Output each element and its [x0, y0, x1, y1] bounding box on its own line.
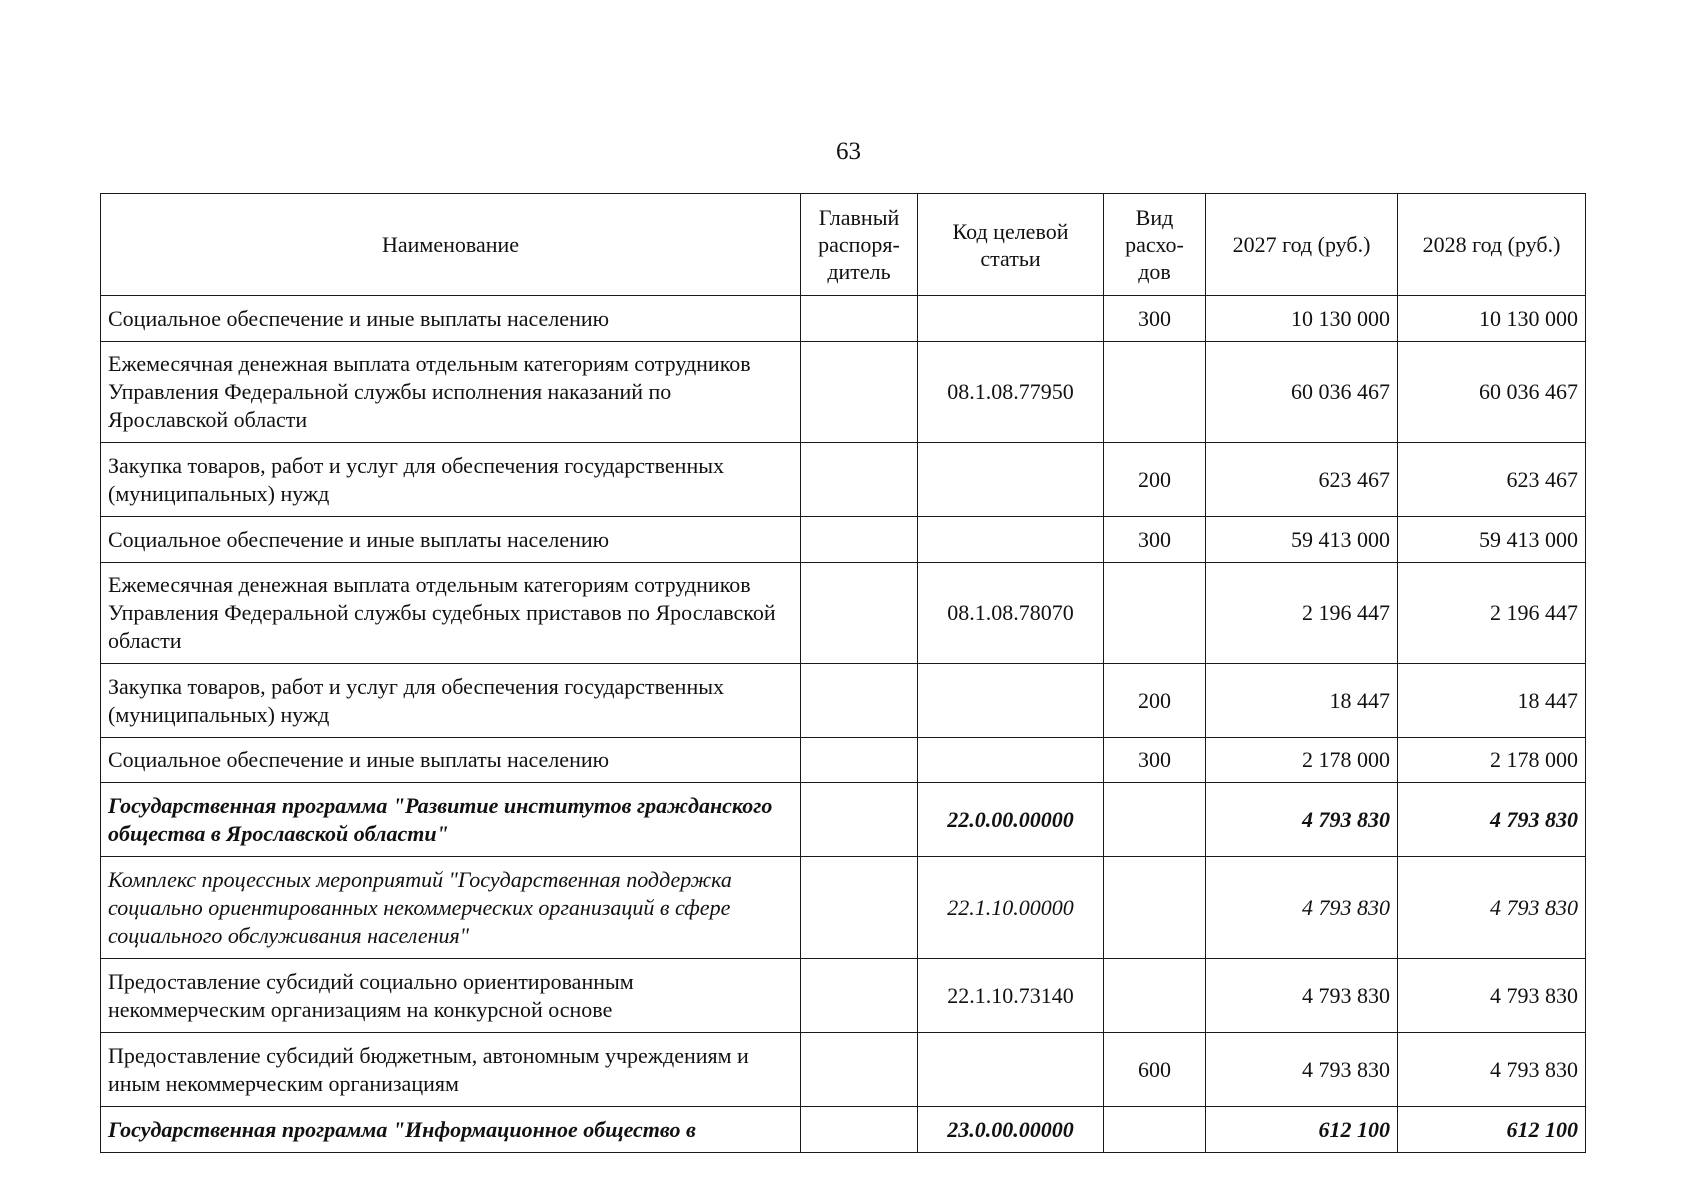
cell-code: 08.1.08.78070: [918, 563, 1104, 664]
cell-name: Государственная программа "Информационное общество в: [101, 1107, 801, 1153]
cell-manager: [801, 738, 918, 783]
table-row: [101, 342, 1586, 443]
table-row: [101, 1033, 1586, 1107]
header-type: Вид расхо-дов: [1104, 194, 1206, 296]
table-row: [101, 296, 1586, 342]
cell-name: Ежемесячная денежная выплата отдельным категориям сотрудников Управления Федеральной службы исполнения наказаний по Ярославской области: [101, 342, 801, 443]
cell-2028: 4 793 830: [1398, 857, 1586, 959]
cell-type: 600: [1104, 1033, 1206, 1107]
header-name: Наименование: [101, 194, 801, 296]
cell-name: Социальное обеспечение и иные выплаты населению: [101, 296, 801, 342]
cell-manager: [801, 664, 918, 738]
cell-name: Социальное обеспечение и иные выплаты населению: [101, 517, 801, 563]
cell-type: 300: [1104, 517, 1206, 563]
table-row: [101, 443, 1586, 517]
table-row: [101, 857, 1586, 959]
cell-2027: 612 100: [1206, 1107, 1398, 1153]
cell-name: Предоставление субсидий бюджетным, автономным учреждениям и иным некоммерческим организациям: [101, 1033, 801, 1107]
cell-name: Закупка товаров, работ и услуг для обеспечения государственных (муниципальных) нужд: [101, 443, 801, 517]
cell-2027: 2 196 447: [1206, 563, 1398, 664]
header-2027: 2027 год (руб.): [1206, 194, 1398, 296]
cell-2027: 2 178 000: [1206, 738, 1398, 783]
cell-2027: 4 793 830: [1206, 857, 1398, 959]
cell-2027: 10 130 000: [1206, 296, 1398, 342]
cell-code: 23.0.00.00000: [918, 1107, 1104, 1153]
cell-type: 200: [1104, 664, 1206, 738]
cell-2027: 60 036 467: [1206, 342, 1398, 443]
cell-manager: [801, 517, 918, 563]
cell-manager: [801, 783, 918, 857]
header-2028: 2028 год (руб.): [1398, 194, 1586, 296]
cell-code: 22.1.10.73140: [918, 959, 1104, 1033]
cell-manager: [801, 1033, 918, 1107]
cell-type: [1104, 1107, 1206, 1153]
cell-2028: 60 036 467: [1398, 342, 1586, 443]
cell-2027: 4 793 830: [1206, 1033, 1398, 1107]
cell-type: [1104, 857, 1206, 959]
cell-type: 300: [1104, 296, 1206, 342]
cell-2028: 4 793 830: [1398, 959, 1586, 1033]
cell-type: [1104, 563, 1206, 664]
cell-2028: 612 100: [1398, 1107, 1586, 1153]
cell-code: 22.1.10.00000: [918, 857, 1104, 959]
header-code: Код целевой статьи: [918, 194, 1104, 296]
table-row: [101, 959, 1586, 1033]
cell-2027: 4 793 830: [1206, 783, 1398, 857]
budget-table: [100, 193, 1586, 1153]
table-row: [101, 738, 1586, 783]
cell-code: [918, 738, 1104, 783]
cell-code: [918, 443, 1104, 517]
cell-name: Закупка товаров, работ и услуг для обеспечения государственных (муниципальных) нужд: [101, 664, 801, 738]
cell-manager: [801, 857, 918, 959]
cell-manager: [801, 1107, 918, 1153]
cell-2028: 4 793 830: [1398, 783, 1586, 857]
cell-type: 200: [1104, 443, 1206, 517]
cell-type: [1104, 959, 1206, 1033]
header-manager: Главный распоря-дитель: [801, 194, 918, 296]
table-row: [101, 517, 1586, 563]
cell-name: Социальное обеспечение и иные выплаты населению: [101, 738, 801, 783]
cell-code: 22.0.00.00000: [918, 783, 1104, 857]
cell-code: [918, 664, 1104, 738]
cell-2027: 59 413 000: [1206, 517, 1398, 563]
cell-manager: [801, 959, 918, 1033]
cell-type: [1104, 342, 1206, 443]
cell-code: [918, 296, 1104, 342]
cell-name: Предоставление субсидий социально ориентированным некоммерческим организациям на конкурсной основе: [101, 959, 801, 1033]
cell-2028: 2 178 000: [1398, 738, 1586, 783]
cell-2028: 59 413 000: [1398, 517, 1586, 563]
cell-2028: 623 467: [1398, 443, 1586, 517]
cell-code: 08.1.08.77950: [918, 342, 1104, 443]
cell-name: Комплекс процессных мероприятий "Государственная поддержка социально ориентированных некоммерческих организаций в сфере социального обслуживания населения": [101, 857, 801, 959]
cell-name: Государственная программа "Развитие институтов гражданского общества в Ярославской области": [101, 783, 801, 857]
cell-manager: [801, 342, 918, 443]
cell-name: Ежемесячная денежная выплата отдельным категориям сотрудников Управления Федеральной службы судебных приставов по Ярославской области: [101, 563, 801, 664]
table-row: [101, 783, 1586, 857]
page-number: 63: [836, 138, 861, 165]
cell-code: [918, 1033, 1104, 1107]
table-header-row: [101, 194, 1586, 296]
cell-2027: 18 447: [1206, 664, 1398, 738]
cell-2028: 2 196 447: [1398, 563, 1586, 664]
cell-manager: [801, 443, 918, 517]
cell-code: [918, 517, 1104, 563]
cell-type: 300: [1104, 738, 1206, 783]
cell-manager: [801, 296, 918, 342]
cell-type: [1104, 783, 1206, 857]
cell-2027: 4 793 830: [1206, 959, 1398, 1033]
cell-2028: 4 793 830: [1398, 1033, 1586, 1107]
cell-2027: 623 467: [1206, 443, 1398, 517]
table-row: [101, 563, 1586, 664]
cell-manager: [801, 563, 918, 664]
cell-2028: 10 130 000: [1398, 296, 1586, 342]
table-row: [101, 1107, 1586, 1153]
cell-2028: 18 447: [1398, 664, 1586, 738]
table-row: [101, 664, 1586, 738]
